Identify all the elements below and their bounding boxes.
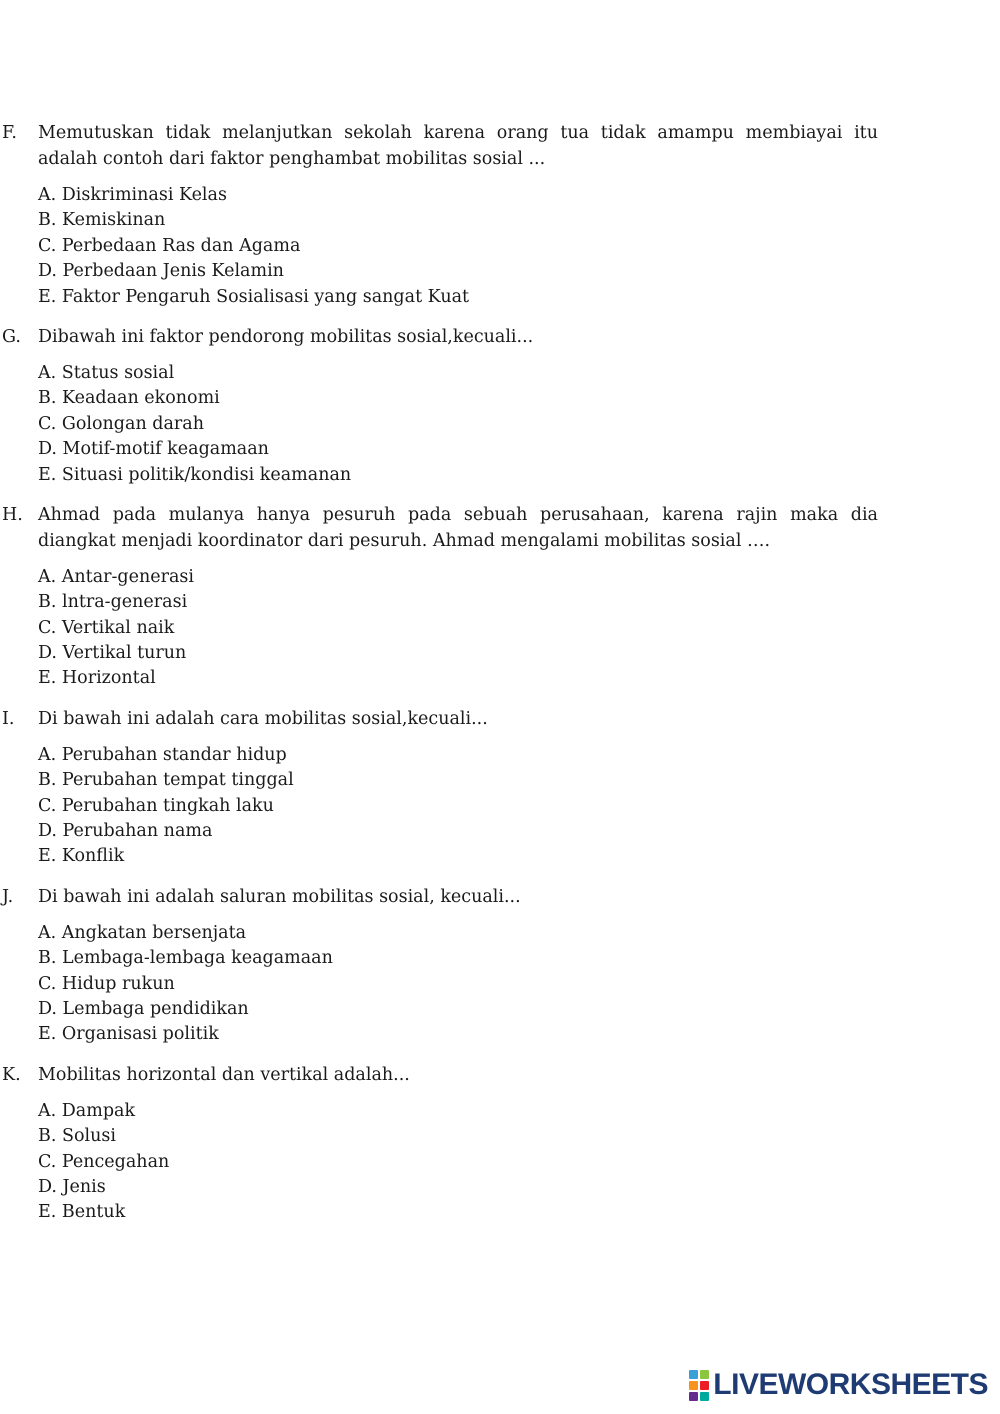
question-text: Dibawah ini faktor pendorong mobilitas sosial,kecuali... <box>38 326 534 347</box>
option-d: D. Vertikal turun <box>38 643 187 664</box>
option-list <box>38 743 1000 870</box>
liveworksheets-brand <box>689 1368 988 1402</box>
liveworksheets-logo-icon <box>689 1370 709 1401</box>
option-list <box>38 921 1000 1048</box>
option-c: C. Golongan darah <box>38 413 204 434</box>
option-d: D. Lembaga pendidikan <box>38 998 249 1019</box>
logo-tile <box>700 1370 709 1379</box>
question-i <box>0 706 1000 870</box>
option-a: A. Perubahan standar hidup <box>38 744 287 765</box>
question-g <box>0 324 1000 488</box>
option-list <box>38 1099 1000 1226</box>
logo-tile <box>700 1392 709 1401</box>
option-d: D. Perbedaan Jenis Kelamin <box>38 261 284 282</box>
question-h <box>0 502 1000 692</box>
brand-wordmark: LIVEWORKSHEETS <box>713 1368 988 1401</box>
logo-tile <box>700 1381 709 1390</box>
option-b: B. Perubahan tempat tinggal <box>38 770 294 791</box>
option-a: A. Status sosial <box>38 362 175 383</box>
question-letter: G. <box>2 326 21 347</box>
option-c: C. Perubahan tingkah laku <box>38 795 274 816</box>
option-b: B. Solusi <box>38 1126 116 1147</box>
question-j <box>0 884 1000 1048</box>
option-c: C. Perbedaan Ras dan Agama <box>38 235 301 256</box>
option-e: E. Horizontal <box>38 668 156 689</box>
option-e: E. Bentuk <box>38 1202 126 1223</box>
question-text: Ahmad pada mulanya hanya pesuruh pada sebuah perusahaan, karena rajin maka dia diangkat menjadi koordinator dari pesuruh. Ahmad mengalami mobilitas sosial …. <box>38 504 878 551</box>
question-k <box>0 1062 1000 1226</box>
question-text: Memutuskan tidak melanjutkan sekolah karena orang tua tidak amampu membiayai itu adalah contoh dari faktor penghambat mobilitas sosial ... <box>38 123 878 169</box>
option-a: A. Dampak <box>38 1100 136 1121</box>
option-e: E. Konflik <box>38 846 125 867</box>
question-letter: K. <box>2 1064 21 1085</box>
question-letter: F. <box>2 123 17 143</box>
option-e: E. Situasi politik/kondisi keamanan <box>38 464 352 485</box>
question-text: Di bawah ini adalah saluran mobilitas sosial, kecuali... <box>38 886 521 907</box>
option-c: C. Hidup rukun <box>38 973 175 994</box>
logo-tile <box>689 1392 698 1401</box>
option-list <box>38 565 1000 692</box>
option-a: A. Angkatan bersenjata <box>38 922 247 943</box>
option-e: E. Faktor Pengaruh Sosialisasi yang sangat Kuat <box>38 286 470 307</box>
option-e: E. Organisasi politik <box>38 1024 219 1045</box>
question-letter: J. <box>2 886 14 907</box>
option-c: C. Vertikal naik <box>38 617 175 638</box>
logo-tile <box>689 1381 698 1390</box>
option-a: A. Diskriminasi Kelas <box>38 185 227 205</box>
logo-tile <box>689 1370 698 1379</box>
option-c: C. Pencegahan <box>38 1151 170 1172</box>
question-letter: I. <box>2 708 15 729</box>
option-b: B. Lembaga-lembaga keagamaan <box>38 948 333 969</box>
option-d: D. Motif-motif keagamaan <box>38 439 269 460</box>
option-b: B. lntra-generasi <box>38 592 188 613</box>
worksheet <box>0 120 1000 1226</box>
question-letter: H. <box>2 504 23 525</box>
option-a: A. Antar-generasi <box>38 566 194 587</box>
option-list <box>38 183 1000 310</box>
option-d: D. Perubahan nama <box>38 821 213 842</box>
option-list <box>38 361 1000 488</box>
option-b: B. Keadaan ekonomi <box>38 388 220 409</box>
question-f <box>0 120 1000 310</box>
option-b: B. Kemiskinan <box>38 210 166 231</box>
question-text: Mobilitas horizontal dan vertikal adalah... <box>38 1064 410 1085</box>
question-text: Di bawah ini adalah cara mobilitas sosial,kecuali... <box>38 708 488 729</box>
option-d: D. Jenis <box>38 1176 106 1197</box>
